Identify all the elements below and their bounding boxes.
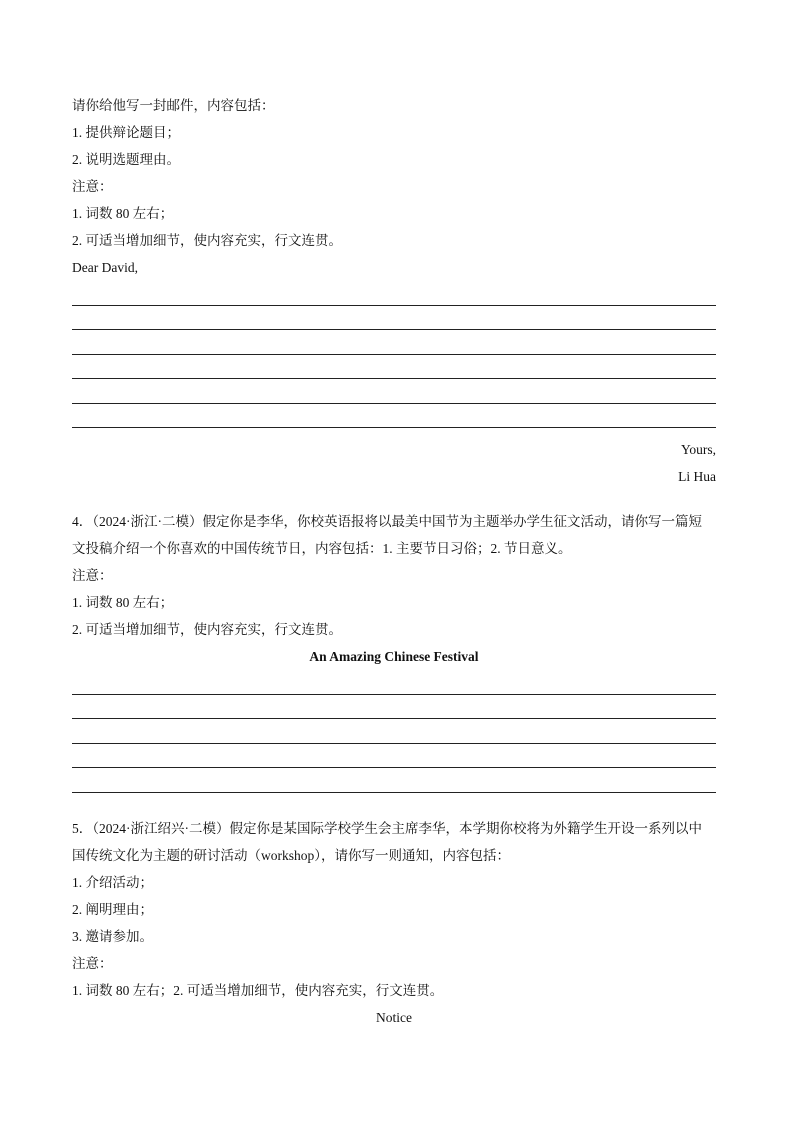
- writing-line[interactable]: [72, 744, 716, 769]
- q5-item-3: 3. 邀请参加。: [72, 928, 153, 944]
- q3-note-2: 2. 可适当增加细节，使内容充实，行文连贯。: [72, 233, 342, 248]
- q5-note-label: 注意：: [72, 955, 113, 971]
- writing-line[interactable]: [72, 768, 716, 793]
- q5-prompt-line-1: 5．（2024·浙江绍兴·二模）假定你是某国际学校学生会主席李华，本学期你校将为外籍学生开设一系列以中: [72, 820, 702, 836]
- document-page: [72, 92, 716, 1031]
- q5-item-2: 2. 阐明理由；: [72, 901, 153, 917]
- q3-writing-area[interactable]: [72, 281, 716, 428]
- writing-line[interactable]: [72, 330, 716, 355]
- q5-prompt-line-2: 国传统文化为主题的研讨活动（workshop），请你写一则通知，内容包括：: [72, 847, 510, 863]
- q3-signature: Li Hua: [678, 469, 716, 484]
- q5-notes: 1. 词数 80 左右；2. 可适当增加细节，使内容充实，行文连贯。: [72, 982, 444, 998]
- q3-item-1: 1. 提供辩论题目；: [72, 125, 180, 140]
- q4-prompt-line-2: 文投稿介绍一个你喜欢的中国传统节日，内容包括：1. 主要节日习俗；2. 节日意义。: [72, 541, 572, 556]
- q5-item-1: 1. 介绍活动；: [72, 874, 153, 890]
- writing-line[interactable]: [72, 355, 716, 380]
- writing-line[interactable]: [72, 306, 716, 331]
- q4-note-2: 2. 可适当增加细节，使内容充实，行文连贯。: [72, 622, 342, 637]
- q4-note-label: 注意：: [72, 568, 113, 583]
- q3-note-label: 注意：: [72, 179, 113, 194]
- writing-line[interactable]: [72, 719, 716, 744]
- writing-line[interactable]: [72, 670, 716, 695]
- q4-writing-area[interactable]: [72, 670, 716, 793]
- writing-line[interactable]: [72, 379, 716, 404]
- q4-prompt-line-1: 4．（2024·浙江·二模）假定你是李华，你校英语报将以最美中国节为主题举办学生征文活动，请你写一篇短: [72, 514, 702, 529]
- q5-title: Notice: [376, 1009, 412, 1025]
- q3-note-1: 1. 词数 80 左右；: [72, 206, 174, 221]
- q3-intro: 请你给他写一封邮件，内容包括：: [72, 98, 275, 113]
- writing-line[interactable]: [72, 404, 716, 429]
- q4-title: An Amazing Chinese Festival: [309, 649, 479, 664]
- writing-line[interactable]: [72, 281, 716, 306]
- q3-item-2: 2. 说明选题理由。: [72, 152, 180, 167]
- writing-line[interactable]: [72, 695, 716, 720]
- q3-salutation: Dear David,: [72, 260, 138, 275]
- q3-closing: Yours,: [680, 442, 716, 457]
- q4-note-1: 1. 词数 80 左右；: [72, 595, 174, 610]
